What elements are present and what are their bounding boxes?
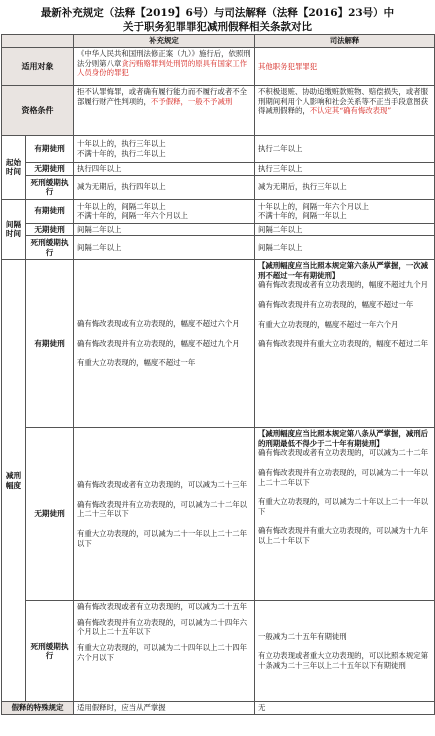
row-reduction-death (2, 601, 435, 702)
label-interval-death: 死刑缓期执行 (26, 236, 74, 260)
label-interval-life: 无期徒刑 (26, 223, 74, 236)
reduction-death-interp-item: 一般减为二十五年有期徒刑 (258, 631, 347, 641)
start-fixed-supp-line: 十年以上的，执行三年以上 (77, 139, 166, 149)
row-start-life (2, 163, 435, 176)
start-life-supplement: 执行四年以上 (74, 163, 255, 176)
interval-fixed-supp-line: 十年以上的，间隔二年以上 (77, 201, 166, 211)
row-reduction-fixed (2, 260, 435, 428)
reduction-life-interp-item: 有重大立功表现的，可以减为二十年以上二十一年以下 (258, 497, 428, 516)
parole-supplement: 适用假释时，应当从严掌握 (74, 702, 255, 715)
reduction-life-supplement (74, 428, 255, 601)
start-fixed-interpretation: 执行二年以上 (255, 136, 435, 163)
interval-fixed-supp-line: 不满十年的，间隔一年六个月以上 (77, 211, 188, 221)
label-interval-fixed: 有期徒刑 (26, 199, 74, 223)
title-line-1: 最新补充规定（法释【2019】6号）与司法解释（法释【2016】23号）中 (40, 7, 395, 19)
start-death-supplement: 减为无期后，执行四年以上 (74, 175, 255, 199)
reduction-death-supplement (74, 601, 255, 702)
label-start-fixed: 有期徒刑 (26, 136, 74, 163)
reduction-fixed-interp-item: 有重大立功表现的，幅度不超过一年六个月 (258, 319, 399, 329)
reduction-fixed-interp-item: 确有悔改表现或者有立功表现的，幅度不超过九个月 (258, 280, 428, 290)
label-parole: 假释的特殊规定 (2, 702, 74, 715)
interval-life-interpretation: 间隔二年以上 (255, 223, 435, 236)
header-interpretation: 司法解释 (255, 35, 435, 48)
reduction-life-interp-item: 确有悔改表现并有立功表现的，可以减为二十一年以上二十二年以下 (258, 467, 428, 487)
qualification-interp-text: 不积极退赃、协助追缴赃款赃物、赔偿损失，或者服刑期间利用个人影响和社会关系等不正当手段意图获得减刑假释的， (258, 87, 428, 116)
qualification-supp-text: 拒不认罪悔罪，或者确有履行能力而不履行或者不全部履行财产性判项的， (77, 87, 247, 106)
start-fixed-supplement (74, 136, 255, 163)
reduction-fixed-interp-item: 确有悔改表现并有立功表现的，幅度不超过一年 (258, 299, 414, 309)
label-interval-group: 间隔时间 (2, 199, 26, 260)
reduction-life-interpretation (255, 428, 435, 601)
reduction-fixed-supp-item: 确有悔改表现或有立功表现的，幅度不超过六个月 (77, 319, 240, 329)
reduction-death-interp-item: 有立功表现或者重大立功表现的，可以比照本规定第十条减为二十三年以上二十五年以下有期徒刑 (258, 651, 428, 670)
interval-fixed-interp-line: 十年以上的，间隔一年六个月以上 (258, 201, 369, 211)
row-interval-life (2, 223, 435, 236)
qualification-interpretation (255, 86, 435, 136)
applicable-supp-text: 《中华人民共和国刑法修正案（九）》施行后，依照刑法分则第八章 (77, 49, 251, 68)
reduction-fixed-interp-item: 确有悔改表现并有重大立功表现的，幅度不超过二年 (258, 339, 428, 349)
reduction-fixed-interpretation (255, 260, 435, 428)
row-qualification (2, 86, 435, 136)
page-title (0, 0, 435, 34)
start-fixed-supp-line: 不满十年的，执行二年以上 (77, 149, 166, 158)
label-reduction-death: 死刑缓期执行 (26, 601, 74, 702)
reduction-life-interp-item: 确有悔改表现并有重大立功表现的，可以减为十九年以上二十年以下 (258, 526, 428, 545)
interval-fixed-supplement (74, 199, 255, 223)
header-row (2, 35, 435, 48)
row-applicable (2, 48, 435, 86)
label-start-death: 死刑缓期执行 (26, 175, 74, 199)
header-supplement: 补充规定 (74, 35, 255, 48)
reduction-life-interp-item: 确有悔改表现或者有立功表现的，可以减为二十二年 (258, 448, 428, 458)
reduction-life-interp-note: 【减刑幅度应当比照本规定第八条从严掌握，减刑后的刑期最低不得少于二十年有期徒刑】 (258, 429, 428, 448)
reduction-death-supp-item: 确有悔改表现并有立功表现的，可以减为二十四年六个月以上二十五年以下 (77, 617, 247, 637)
applicable-supplement (74, 48, 255, 86)
label-reduction-group: 减刑幅度 (2, 260, 26, 702)
reduction-death-supp-item: 确有悔改表现或者有立功表现的，可以减为二十五年 (77, 602, 247, 612)
reduction-life-supp-item: 有重大立功表现的，可以减为二十一年以上二十二年以下 (77, 528, 247, 548)
applicable-interpretation: 其他职务犯罪罪犯 (255, 48, 435, 86)
reduction-life-supp-item: 确有悔改表现或者有立功表现的，可以减为二十三年 (77, 480, 247, 490)
qualification-supp-highlight: 不予假释，一般不予减刑 (150, 96, 233, 106)
title-line-2: 关于职务犯罪罪犯减刑假释相关条款对比 (123, 21, 312, 33)
row-parole (2, 702, 435, 715)
label-reduction-life: 无期徒刑 (26, 428, 74, 601)
label-start-life: 无期徒刑 (26, 163, 74, 176)
row-interval-death (2, 236, 435, 260)
comparison-table (1, 34, 435, 715)
reduction-life-supp-item: 确有悔改表现并有立功表现的，可以减为二十二年以上二十三年以下 (77, 499, 247, 519)
interval-fixed-interp-line: 不满十年的，间隔一年以上 (258, 211, 347, 221)
qualification-interp-highlight: 不认定其“确有悔改表现” (309, 106, 392, 116)
corner-cell (2, 35, 74, 48)
row-reduction-life (2, 428, 435, 601)
label-reduction-fixed: 有期徒刑 (26, 260, 74, 428)
row-start-death (2, 175, 435, 199)
interval-fixed-interpretation (255, 199, 435, 223)
row-interval-fixed (2, 199, 435, 223)
reduction-death-supp-item: 有重大立功表现的，可以减为二十四年以上二十四年六个月以下 (77, 642, 247, 662)
reduction-fixed-supp-item: 确有悔改表现并有立功表现的，幅度不超过九个月 (77, 338, 240, 348)
start-death-interpretation: 减为无期后，执行三年以上 (255, 175, 435, 199)
interval-death-supplement: 间隔二年以上 (74, 236, 255, 260)
interval-death-interpretation: 间隔二年以上 (255, 236, 435, 260)
reduction-fixed-interp-note: 【减刑幅度应当比照本规定第六条从严掌握，一次减刑不超过一年有期徒刑】 (258, 261, 428, 280)
label-start-group: 起始时间 (2, 136, 26, 200)
parole-interpretation: 无 (255, 702, 435, 715)
reduction-fixed-supp-item: 有重大立功表现的，幅度不超过一年 (77, 358, 196, 368)
reduction-fixed-supplement (74, 260, 255, 428)
label-qualification: 资格条件 (2, 86, 74, 136)
applicable-supp-highlight: 贪污贿赂罪判处刑罚的原具有国家工作人员身份的罪犯 (77, 58, 248, 78)
qualification-supplement (74, 86, 255, 136)
label-applicable: 适用对象 (2, 48, 74, 86)
row-start-fixed (2, 136, 435, 163)
start-life-interpretation: 执行三年以上 (255, 163, 435, 176)
reduction-death-interpretation (255, 601, 435, 702)
interval-life-supplement: 间隔二年以上 (74, 223, 255, 236)
